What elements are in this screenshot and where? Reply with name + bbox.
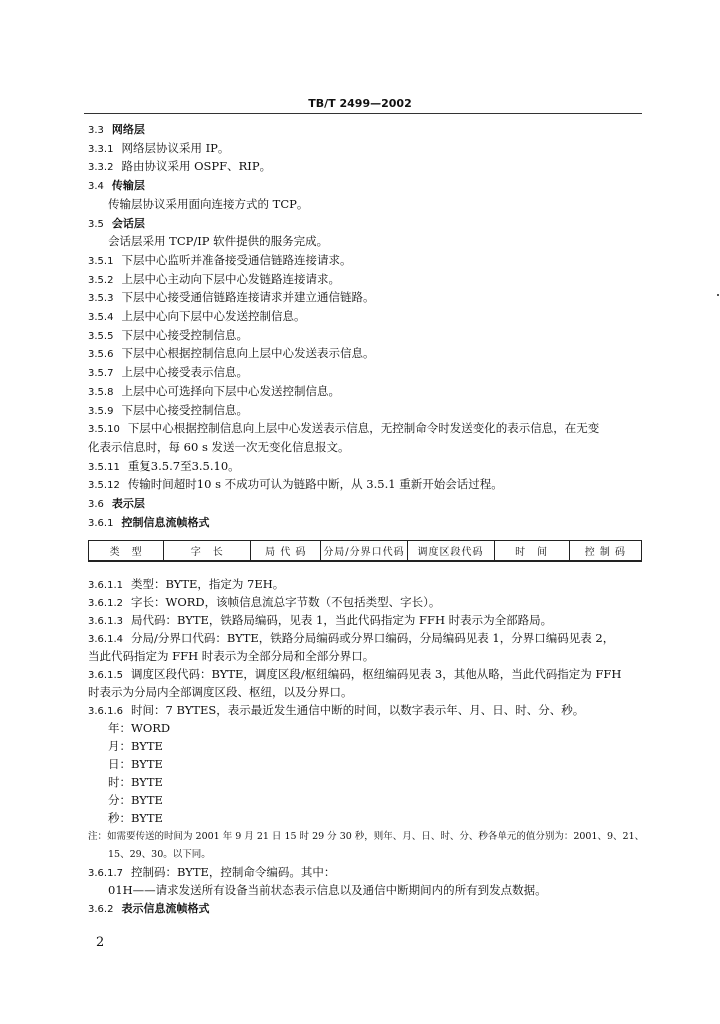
clause-text: 局代码：BYTE，铁路局编码，见表 1，当此代码指定为 FFH 时表示为全部路局。 xyxy=(131,613,553,627)
clause-text: 下层中心根据控制信息向上层中心发送表示信息。 xyxy=(121,346,375,361)
text-line xyxy=(88,594,440,612)
clause-number: 3.6.2 xyxy=(88,904,114,915)
text-line xyxy=(88,900,209,918)
clause-text: 下层中心接受通信链路连接请求并建立通信链路。 xyxy=(121,290,375,305)
text-line xyxy=(88,684,353,701)
text-line xyxy=(88,576,284,594)
clause-number: 3.5.7 xyxy=(88,368,114,380)
clause-text: 类型：BYTE，指定为 7EH。 xyxy=(131,577,285,591)
clause-number: 3.6.1.5 xyxy=(88,670,123,681)
text-line xyxy=(108,774,163,791)
text-line xyxy=(108,738,163,755)
frame-cell-section-code: 调度区段代码 xyxy=(408,541,495,560)
clause-text: 时：BYTE xyxy=(108,775,163,789)
clause-number: 3.4 xyxy=(88,181,104,193)
text-line xyxy=(88,158,271,176)
text-line xyxy=(88,702,584,720)
clause-number: 3.6 xyxy=(88,499,104,510)
text-line xyxy=(88,612,552,630)
text-line xyxy=(88,864,335,882)
text-line xyxy=(88,252,351,270)
clause-text: 上层中心向下层中心发送控制信息。 xyxy=(121,309,306,323)
frame-cell-bureau-code: 局 代 码 xyxy=(251,541,321,560)
text-line xyxy=(108,810,163,827)
clause-text: 控制信息流帧格式 xyxy=(121,515,210,529)
text-line xyxy=(88,420,599,438)
clause-number: 3.5.6 xyxy=(88,349,114,361)
clause-text: 网络层 xyxy=(111,123,145,136)
clause-text: 下层中心根据控制信息向上层中心发送表示信息，无控制命令时发送变化的表示信息，在无变 xyxy=(127,421,600,436)
text-line xyxy=(88,458,240,476)
clause-text: 秒：BYTE xyxy=(108,811,163,825)
clause-text: 年：WORD xyxy=(108,721,171,735)
text-line xyxy=(108,720,170,737)
text-line xyxy=(108,846,211,863)
clause-text: 表示信息流帧格式 xyxy=(121,902,210,915)
clause-text: 传输时间超时10 s 不成功可认为链路中断，从 3.5.1 重新开始会话过程。 xyxy=(127,477,503,492)
clause-number: 3.5.12 xyxy=(88,480,120,492)
clause-text: 上层中心主动向下层中心发链路连接请求。 xyxy=(121,271,340,286)
text-line xyxy=(88,177,145,195)
clause-number: 3.5 xyxy=(88,218,104,230)
text-line xyxy=(88,327,248,345)
clause-number: 3.5.3 xyxy=(88,293,114,305)
text-line xyxy=(88,364,248,382)
text-line xyxy=(108,233,328,250)
text-line xyxy=(108,196,308,213)
clause-text: 上层中心可选择向下层中心发送控制信息。 xyxy=(121,383,340,398)
text-line xyxy=(88,215,145,233)
control-frame-table xyxy=(88,540,642,562)
clause-text: 当此代码指定为 FFH 时表示为全部分局和全部分界口。 xyxy=(88,649,375,663)
text-line xyxy=(88,308,305,326)
clause-text: 调度区段代码：BYTE，调度区段/枢纽编码，枢纽编码见表 3，其他从略，当此代码指定为 FFH xyxy=(131,667,622,681)
document-header: TB/T 2499—2002 xyxy=(308,97,412,110)
clause-text: 下层中心监听并准备接受通信链路连接请求。 xyxy=(121,252,352,267)
clause-text: 月：BYTE xyxy=(108,739,163,753)
text-line xyxy=(88,289,374,307)
clause-number: 3.5.2 xyxy=(88,274,114,286)
text-line xyxy=(88,271,340,289)
clause-text: 会话层采用 TCP/IP 软件提供的服务完成。 xyxy=(108,234,329,249)
frame-cell-type: 类 型 xyxy=(89,541,164,560)
clause-text: 传输层 xyxy=(111,179,145,193)
text-line xyxy=(88,476,503,494)
clause-text: 传输层协议采用面向连接方式的 TCP。 xyxy=(108,196,309,211)
clause-number: 3.5.10 xyxy=(88,424,120,436)
clause-text: 下层中心接受控制信息。 xyxy=(121,327,248,342)
page-number: 2 xyxy=(96,935,105,950)
clause-text: 控制码：BYTE，控制命令编码。其中： xyxy=(131,865,336,879)
clause-number: 3.6.1.4 xyxy=(88,634,123,645)
text-line xyxy=(88,383,340,401)
frame-cell-length: 字 长 xyxy=(164,541,251,560)
clause-number: 3.5.11 xyxy=(88,461,120,473)
clause-text: 分局/分界口代码：BYTE，铁路分局编码或分界口编码，分局编码见表 1，分界口编码见表 2， xyxy=(131,631,615,645)
clause-text: 01H——请求发送所有设备当前状态表示信息以及通信中断期间内的所有到发点数据。 xyxy=(108,883,547,897)
clause-number: 3.6.1 xyxy=(88,517,114,529)
clause-number: 3.6.1.2 xyxy=(88,598,123,609)
text-line xyxy=(108,792,163,809)
clause-text: 表示层 xyxy=(111,497,145,510)
clause-text: 下层中心接受控制信息。 xyxy=(121,402,248,417)
text-line xyxy=(88,666,621,684)
clause-text: 网络层协议采用 IP。 xyxy=(121,140,230,155)
frame-cell-time: 时 间 xyxy=(495,541,570,560)
clause-text: 路由协议采用 OSPF、RIP。 xyxy=(121,159,272,174)
clause-text: 时间：7 BYTES，表示最近发生通信中断的时间，以数字表示年、月、日、时、分、秒。 xyxy=(131,703,585,717)
text-line xyxy=(88,439,350,456)
clause-text: 重复3.5.7至3.5.10。 xyxy=(127,458,240,473)
text-line xyxy=(88,648,374,665)
text-line xyxy=(88,828,644,845)
clause-number: 3.3.1 xyxy=(88,143,114,155)
clause-text: 15、29、30。以下同。 xyxy=(108,849,211,860)
clause-number: 3.5.1 xyxy=(88,255,114,267)
clause-text: 时表示为分局内全部调度区段、枢纽，以及分界口。 xyxy=(88,685,353,699)
clause-text: 字长：WORD，该帧信息流总字节数（不包括类型、字长）。 xyxy=(131,595,441,609)
text-line xyxy=(108,756,163,773)
clause-text: 上层中心接受表示信息。 xyxy=(121,365,248,380)
clause-text: 日：BYTE xyxy=(108,757,163,771)
clause-number: 3.5.8 xyxy=(88,386,114,398)
clause-number: 3.5.9 xyxy=(88,405,114,417)
text-line xyxy=(108,882,547,899)
clause-number: 3.6.1.6 xyxy=(88,706,123,717)
text-line xyxy=(88,121,145,139)
header-rule xyxy=(84,113,642,114)
clause-number: 3.5.4 xyxy=(88,312,114,323)
clause-text: 会话层 xyxy=(111,216,145,230)
text-line xyxy=(88,495,145,513)
clause-text: 分：BYTE xyxy=(108,793,163,807)
text-line xyxy=(88,630,614,648)
clause-number: 3.3.2 xyxy=(88,162,114,174)
text-line xyxy=(88,140,229,158)
clause-text: 化表示信息时，每 60 s 发送一次无变化信息报文。 xyxy=(88,439,350,454)
scan-speck xyxy=(717,294,719,296)
text-line xyxy=(88,345,374,363)
clause-number: 3.6.1.7 xyxy=(88,868,123,879)
frame-cell-control-code: 控 制 码 xyxy=(584,547,627,558)
clause-number: 3.5.5 xyxy=(88,330,114,342)
text-line xyxy=(88,514,209,532)
clause-number: 3.6.1.1 xyxy=(88,580,123,591)
clause-text: 注：如需要传送的时间为 2001 年 9 月 21 日 15 时 29 分 30 秒，则年、月、日、时、分、秒各单元的值分别为：2001、9、21、 xyxy=(88,831,645,842)
clause-number: 3.3 xyxy=(88,125,104,136)
text-line xyxy=(88,402,248,420)
frame-cell-branch-code: 分局/分界口代码 xyxy=(321,541,407,560)
clause-number: 3.6.1.3 xyxy=(88,616,123,627)
